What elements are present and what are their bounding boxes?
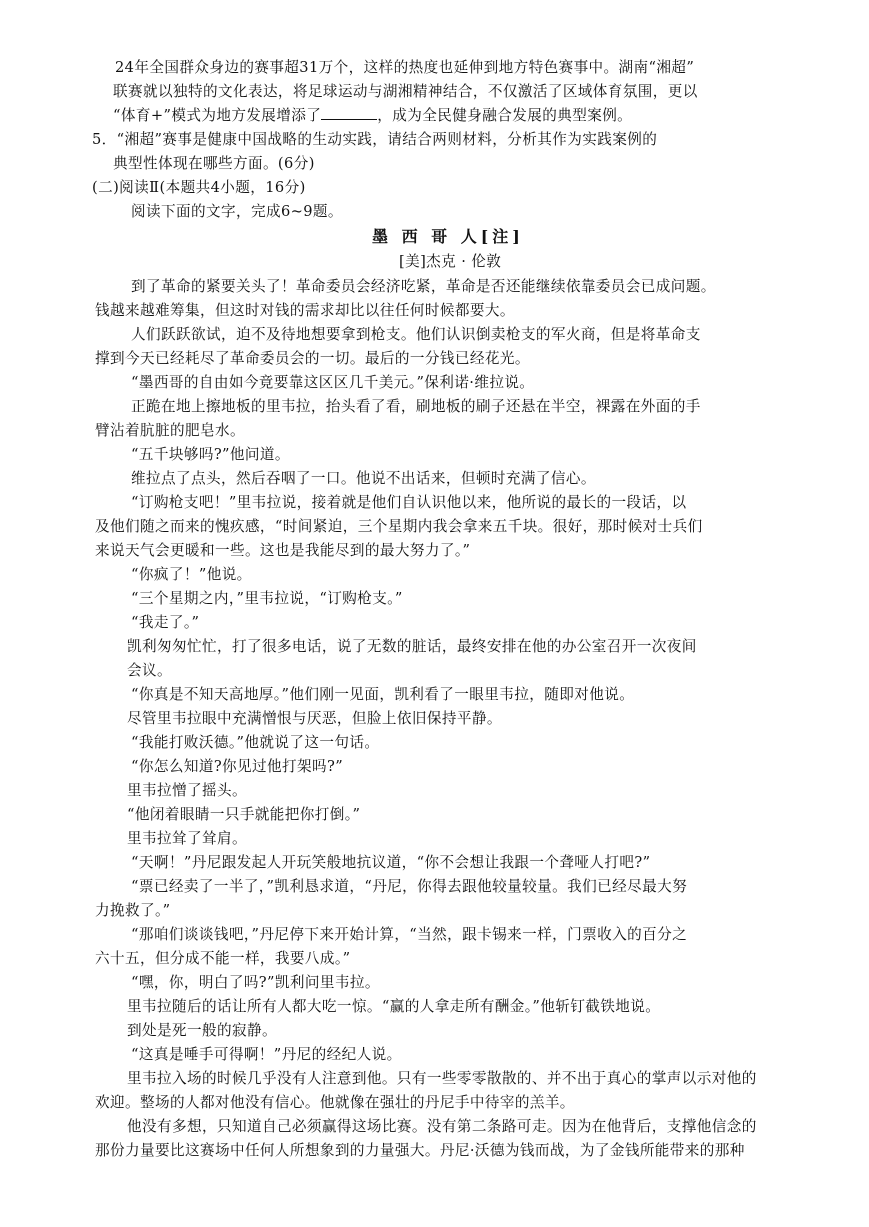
story-line: “你真是不知天高地厚。”他们刚一见面，凯利看了一眼里韦拉，随即对他说。 (131, 686, 635, 703)
material-text: ，成为全民健身融合发展的典型案例。 (377, 107, 633, 124)
story-line: 维拉点了点头，然后吞咽了一口。他说不出话来，但顿时充满了信心。 (131, 470, 596, 487)
material-line: 24年全国群众身边的赛事超31万个，这样的热度也延伸到地方特色赛事中。湖南“湘超” (115, 59, 695, 76)
story-line: 凯利匆匆忙忙，打了很多电话，说了无数的脏话，最终安排在他的办公室召开一次夜间 (127, 638, 697, 655)
story-line: 及他们随之而来的愧疚感，“时间紧迫，三个星期内我会拿来五千块。很好，那时候对士兵们 (95, 518, 703, 535)
story-line: “订购枪支吧！”里韦拉说，接着就是他们自认识他以来，他所说的最长的一段话，以 (131, 494, 687, 511)
story-line: 里韦拉随后的话让所有人都大吃一惊。“赢的人拿走所有酬金。”他斩钉截铁地说。 (127, 998, 661, 1015)
story-line: “三个星期之内，”里韦拉说，“订购枪支。” (131, 590, 403, 607)
story-line: 人们跃跃欲试，迫不及待地想要拿到枪支。他们认识倒卖枪支的军火商，但是将革命支 (131, 326, 701, 343)
material-line: 联赛就以独特的文化表达，将足球运动与湖湘精神结合，不仅激活了区域体育氛围，更以 (113, 83, 698, 100)
section-heading: (二)阅读Ⅱ(本题共4小题，16分) (92, 179, 306, 196)
story-line: 撑到今天已经耗尽了革命委员会的一切。最后的一分钱已经花光。 (95, 350, 530, 367)
story-line: 到了革命的紧要关头了！革命委员会经济吃紧，革命是否还能继续依靠委员会已成问题。 (131, 278, 716, 295)
story-line: 里韦拉耸了耸肩。 (127, 830, 247, 847)
story-line: 钱越来越难筹集，但这时对钱的需求却比以往任何时候都要大。 (95, 302, 515, 319)
story-line: “我能打败沃德。”他就说了这一句话。 (131, 734, 380, 751)
story-line: 他没有多想，只知道自己必须赢得这场比赛。没有第二条路可走。因为在他背后，支撑他信念的 (127, 1118, 757, 1135)
fill-in-blank (321, 105, 377, 120)
story-author: [美]杰克 · 伦敦 (399, 253, 502, 270)
story-line: “那咱们谈谈钱吧，”丹尼停下来开始计算，“当然，跟卡锡来一样，门票收入的百分之 (131, 926, 688, 943)
story-line: 六十五，但分成不能一样，我要八成。” (95, 950, 351, 967)
story-line: 欢迎。整场的人都对他没有信心。他就像在强壮的丹尼手中待宰的羔羊。 (95, 1094, 575, 1111)
story-line: 里韦拉入场的时候几乎没有人注意到他。只有一些零零散散的、并不出于真心的掌声以示对他的 (127, 1070, 757, 1087)
story-line: 会议。 (127, 662, 172, 679)
section-instruction: 阅读下面的文字，完成6~9题。 (131, 203, 343, 220)
story-line: 里韦拉憎了摇头。 (127, 782, 247, 799)
story-line: 到处是死一般的寂静。 (127, 1022, 277, 1039)
story-line: “票已经卖了一半了，”凯利恳求道，“丹尼，你得去跟他较量较量。我们已经尽最大努 (131, 878, 688, 895)
story-line: “天啊！”丹尼跟发起人开玩笑般地抗议道，“你不会想让我跟一个聋哑人打吧?” (131, 854, 651, 871)
story-line: “五千块够吗?”他问道。 (131, 446, 290, 463)
story-line: “你怎么知道?你见过他打架吗?” (131, 758, 344, 775)
story-title: 墨 西 哥 人[注] (372, 227, 524, 246)
story-line: 来说天气会更暖和一些。这也是我能尽到的最大努力了。” (95, 542, 471, 559)
question-5-line: 5．“湘超”赛事是健康中国战略的生动实践，请结合两则材料，分析其作为实践案例的 (92, 131, 658, 148)
story-line: 臂沾着肮脏的肥皂水。 (95, 422, 245, 439)
story-line: “你疯了！”他说。 (131, 566, 252, 583)
story-line: 那份力量要比这赛场中任何人所想象到的力量强大。丹尼·沃德为钱而战，为了金钱所能带来的那种 (95, 1142, 745, 1159)
material-text: “体育+”模式为地方发展增添了 (113, 107, 322, 124)
story-line: 正跪在地上擦地板的里韦拉，抬头看了看，刷地板的刷子还悬在半空，裸露在外面的手 (131, 398, 701, 415)
story-line: 尽管里韦拉眼中充满憎恨与厌恶，但脸上依旧保持平静。 (127, 710, 502, 727)
material-line (113, 105, 803, 127)
story-line: “这真是唾手可得啊！”丹尼的经纪人说。 (131, 1046, 402, 1063)
story-line: 力挽救了。” (95, 902, 171, 919)
story-line: “嘿，你，明白了吗?”凯利问里韦拉。 (131, 974, 380, 991)
question-5-line: 典型性体现在哪些方面。(6分) (113, 155, 315, 172)
story-line: “墨西哥的自由如今竟要靠这区区几千美元。”保利诺·维拉说。 (131, 374, 535, 391)
story-line: “他闭着眼睛一只手就能把你打倒。” (127, 806, 361, 823)
story-line: “我走了。” (131, 614, 200, 631)
